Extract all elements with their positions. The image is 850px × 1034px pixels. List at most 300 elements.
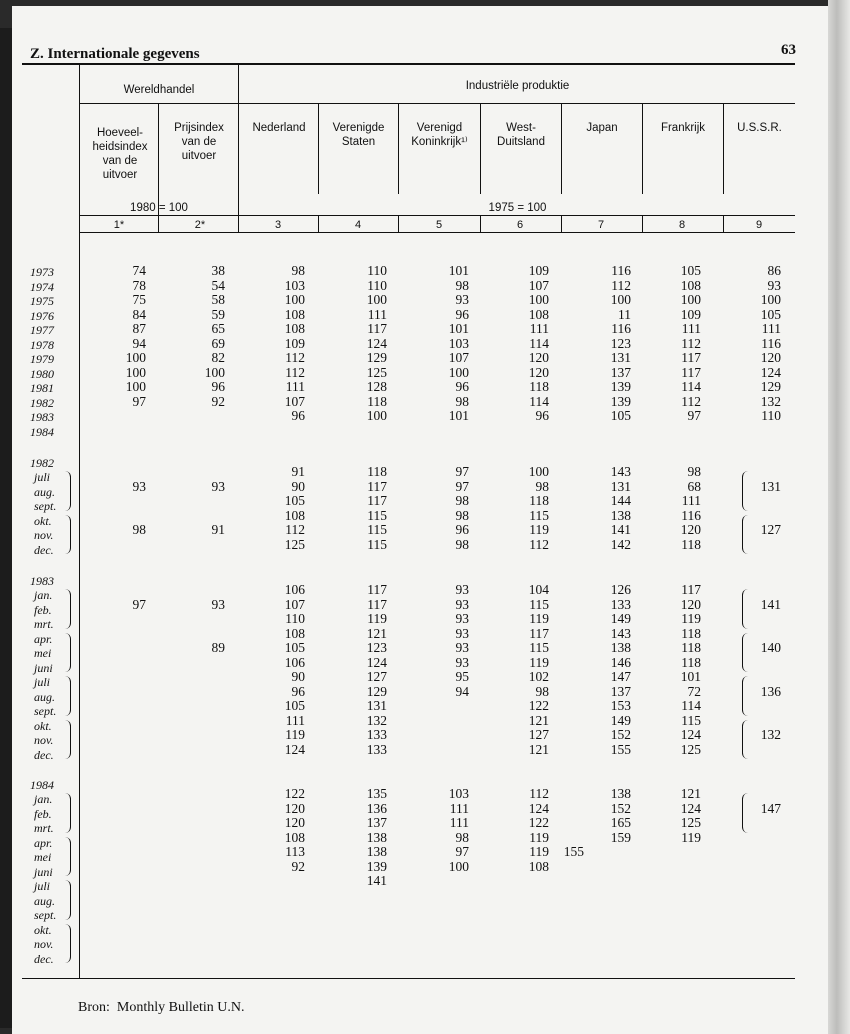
table-cell: 101 (448, 321, 469, 336)
table-cell: 115 (367, 507, 387, 523)
month-label: dec. (34, 951, 54, 966)
table-cell: 119 (681, 611, 701, 626)
brace-mark (64, 471, 71, 511)
table-cell: 139 (610, 393, 631, 409)
table-cell: 124 (680, 727, 701, 742)
table-cell: 120 (680, 596, 701, 612)
table-cell: 91 (211, 522, 225, 537)
table-cell: 137 (610, 364, 631, 380)
col-divider (480, 104, 481, 194)
table-cell: 92 (291, 858, 305, 874)
table-cell: 131 (366, 698, 387, 713)
table-cell: 105 (284, 640, 305, 655)
table-cell: 152 (610, 727, 631, 742)
table-cell: 110 (761, 408, 781, 423)
table-cell: 103 (448, 786, 469, 801)
table-cell: 97 (132, 596, 146, 612)
col-num-1: 1* (113, 219, 125, 231)
table-cell: 132 (760, 393, 781, 409)
year-label: 1976 (30, 308, 54, 323)
table-cell: 90 (291, 478, 305, 494)
year-label: 1973 (30, 265, 54, 279)
col-num-7: 7 (597, 219, 605, 231)
table-cell: 132 (366, 712, 387, 728)
brace-mark (742, 515, 749, 555)
table-cell: 117 (367, 478, 387, 494)
table-cell: 117 (681, 582, 701, 597)
brace-mark (64, 880, 71, 920)
month-label: nov. (34, 528, 54, 542)
table-cell: 100 (448, 858, 469, 874)
table-cell: 93 (455, 582, 469, 597)
table-cell: 68 (687, 478, 701, 494)
table-cell: 111 (529, 321, 549, 336)
table-cell: 138 (366, 844, 387, 859)
month-label: jan. (34, 588, 53, 602)
section-title: Z. Internationale gegevens (30, 46, 200, 62)
brace-mark (64, 589, 71, 629)
table-cell: 133 (610, 596, 631, 612)
table-cell: 54 (211, 277, 225, 293)
table-cell: 125 (284, 536, 305, 552)
table-cell: 100 (125, 364, 146, 380)
table-cell: 136 (366, 800, 387, 816)
table-cell: 121 (680, 786, 701, 801)
table-cell: 138 (610, 640, 631, 655)
table-cell: 97 (455, 464, 469, 479)
table-cell: 119 (681, 829, 701, 845)
table-cell: 143 (610, 625, 631, 641)
table-cell: 120 (680, 522, 701, 537)
table-cell: 108 (680, 277, 701, 293)
table-cell: 122 (284, 786, 305, 801)
month-label: juni (34, 660, 53, 675)
table-cell: 111 (681, 321, 701, 336)
table-cell: 128 (366, 379, 387, 394)
table-cell: 138 (610, 786, 631, 801)
month-label: aug. (34, 689, 55, 704)
year-label: 1983 (30, 574, 54, 588)
table-cell: 105 (760, 306, 781, 322)
brace-mark (742, 471, 749, 511)
table-cell: 109 (528, 263, 549, 278)
table-cell: 116 (761, 335, 781, 351)
col-divider (723, 104, 724, 194)
table-cell: 118 (681, 536, 701, 552)
table-cell: 69 (211, 335, 225, 351)
table-cell: 91 (291, 464, 305, 479)
month-label: nov. (34, 937, 54, 951)
table-cell: 112 (611, 277, 631, 293)
table-cell: 138 (610, 507, 631, 523)
table-cell: 105 (284, 698, 305, 713)
page-number: 63 (781, 42, 796, 58)
table-cell: 159 (610, 829, 631, 845)
table-cell: 139 (366, 858, 387, 874)
table-cell: 100 (448, 364, 469, 380)
month-label: sept. (34, 908, 57, 922)
table-cell: 137 (610, 683, 631, 699)
month-label: okt. (34, 718, 52, 733)
brace-mark (742, 633, 749, 673)
table-cell: 117 (367, 582, 387, 597)
table-cell: 123 (366, 640, 387, 655)
table-cell: 111 (285, 712, 305, 728)
table-cell: 100 (760, 292, 781, 307)
table-cell: 59 (211, 306, 225, 322)
base-rule (80, 215, 795, 216)
brace-mark (64, 720, 71, 760)
table-cell: 117 (681, 364, 701, 380)
table-cell: 100 (204, 364, 225, 380)
table-cell: 82 (211, 350, 225, 365)
month-label: okt. (34, 513, 52, 528)
table-cell: 98 (687, 464, 701, 479)
table-cell: 149 (610, 712, 631, 728)
table-cell: 125 (680, 815, 701, 830)
table-cell: 114 (529, 393, 549, 409)
table-cell: 11 (618, 306, 631, 322)
col-divider (642, 104, 643, 194)
brace-mark (64, 633, 71, 673)
table-cell: 121 (528, 741, 549, 757)
table-cell: 129 (366, 683, 387, 699)
table-cell: 120 (528, 364, 549, 380)
table-cell: 118 (529, 379, 549, 394)
table-cell: 136 (760, 683, 781, 699)
table-cell: 114 (681, 379, 701, 394)
table-cell: 120 (760, 350, 781, 365)
table-cell: 93 (132, 478, 146, 494)
table-cell: 127 (528, 727, 549, 742)
month-label: dec. (34, 542, 54, 557)
col-divider (318, 104, 319, 194)
table-cell: 121 (528, 712, 549, 728)
table-cell: 78 (132, 277, 146, 293)
table-cell: 86 (767, 263, 781, 278)
table-cell: 96 (211, 379, 225, 394)
table-cell: 119 (529, 654, 549, 670)
table-cell: 112 (529, 786, 549, 801)
table-cell: 106 (284, 654, 305, 670)
table-cell: 95 (455, 669, 469, 684)
table-cell: 110 (285, 611, 305, 626)
table-cell: 124 (284, 741, 305, 757)
brace-mark (64, 515, 71, 555)
table-cell: 104 (528, 582, 549, 597)
table-cell: 93 (455, 625, 469, 641)
header-rule (80, 232, 795, 233)
brace-mark (742, 793, 749, 833)
table-cell: 107 (284, 596, 305, 612)
month-label: apr. (34, 631, 53, 646)
month-label: apr. (34, 835, 53, 850)
year-label: 1983 (30, 410, 54, 424)
table-cell: 108 (284, 507, 305, 523)
year-label: 1980 (30, 366, 54, 381)
table-cell: 119 (529, 844, 549, 859)
table-cell: 131 (610, 350, 631, 365)
table-cell: 74 (132, 263, 146, 278)
table-cell: 112 (285, 364, 305, 380)
source-text: Monthly Bulletin U.N. (116, 1000, 245, 1015)
brace-mark (64, 837, 71, 877)
table-cell: 117 (529, 625, 549, 641)
table-cell: 101 (448, 263, 469, 278)
col-divider (561, 104, 562, 194)
month-label: juli (34, 675, 51, 689)
month-label: feb. (34, 602, 52, 617)
bottom-rule (22, 978, 795, 979)
col-divider (318, 216, 319, 232)
table-cell: 111 (285, 379, 305, 394)
table-cell: 155 (610, 741, 631, 757)
top-rule (22, 63, 795, 65)
table-cell: 119 (285, 727, 305, 742)
month-label: jan. (34, 792, 53, 806)
table-cell: 120 (284, 800, 305, 816)
col-header-8: Frankrijk (660, 122, 706, 134)
table-cell: 111 (761, 321, 781, 336)
brace-mark (64, 793, 71, 833)
table-cell: 100 (284, 292, 305, 307)
table-cell: 127 (760, 522, 781, 537)
table-cell: 116 (611, 263, 631, 278)
table-cell: 96 (291, 408, 305, 423)
year-label: 1984 (30, 778, 54, 792)
table-cell: 97 (687, 408, 701, 423)
brace-mark (742, 676, 749, 716)
table-cell: 120 (528, 350, 549, 365)
table-cell: 117 (367, 493, 387, 508)
group-rule (80, 103, 795, 104)
table-cell: 96 (535, 408, 549, 423)
table-cell: 93 (211, 478, 225, 494)
table-cell: 98 (455, 829, 469, 845)
table-cell: 98 (291, 263, 305, 278)
table-cell: 139 (610, 379, 631, 394)
col-num-8: 8 (678, 219, 686, 231)
col-divider (398, 104, 399, 194)
col-header-2: Prijsindex van de uitvoer (174, 122, 224, 162)
table-cell: 140 (760, 640, 781, 655)
table-cell: 102 (528, 669, 549, 684)
month-label: aug. (34, 893, 55, 908)
table-cell: 65 (211, 321, 225, 336)
col-num-3: 3 (274, 219, 282, 231)
year-label: 1979 (30, 352, 54, 366)
table-cell: 124 (366, 335, 387, 351)
table-cell: 100 (125, 350, 146, 365)
table-cell: 101 (680, 669, 701, 684)
table-cell: 100 (366, 408, 387, 423)
table-cell: 98 (455, 507, 469, 523)
month-label: dec. (34, 747, 54, 762)
year-label: 1978 (30, 337, 54, 352)
table-cell: 137 (366, 815, 387, 830)
table-cell: 87 (132, 321, 146, 336)
table-cell: 93 (455, 292, 469, 307)
table-cell: 108 (284, 625, 305, 641)
table-cell: 105 (680, 263, 701, 278)
table-cell: 72 (687, 683, 701, 699)
table-cell: 141 (610, 522, 631, 537)
table-cell: 131 (610, 478, 631, 494)
table-cell: 126 (610, 582, 631, 597)
col-header-9: U.S.S.R. (737, 122, 782, 134)
table-cell: 111 (681, 493, 701, 508)
table-cell: 115 (529, 640, 549, 655)
table-cell: 97 (132, 393, 146, 409)
table-cell: 97 (455, 478, 469, 494)
table-cell: 142 (610, 536, 631, 552)
col-divider (723, 216, 724, 232)
table-cell: 114 (681, 698, 701, 713)
table-cell: 114 (529, 335, 549, 351)
month-label: juli (34, 470, 51, 484)
table-cell: 117 (367, 321, 387, 336)
table-cell: 98 (535, 478, 549, 494)
brace-mark (64, 676, 71, 716)
month-label: sept. (34, 704, 57, 718)
table-cell: 111 (449, 815, 469, 830)
year-label: 1974 (30, 279, 54, 294)
table-cell: 107 (284, 393, 305, 409)
table-cell: 98 (535, 683, 549, 699)
table-cell: 98 (132, 522, 146, 537)
table-cell: 113 (285, 844, 305, 859)
month-label: mei (34, 850, 52, 864)
table-cell: 122 (528, 815, 549, 830)
month-label: okt. (34, 922, 52, 937)
table-cell: 119 (529, 611, 549, 626)
table-cell: 127 (366, 669, 387, 684)
table-cell: 110 (367, 263, 387, 278)
table-cell: 147 (610, 669, 631, 684)
month-label: juli (34, 879, 51, 893)
table-cell: 96 (455, 379, 469, 394)
table-cell: 112 (285, 522, 305, 537)
year-label: 1982 (30, 456, 54, 470)
table-cell: 115 (681, 712, 701, 728)
table-cell: 108 (284, 306, 305, 322)
table-cell: 124 (366, 654, 387, 670)
col-divider (398, 216, 399, 232)
table-cell: 100 (680, 292, 701, 307)
table-cell: 117 (367, 596, 387, 612)
table-cell: 118 (367, 464, 387, 479)
table-cell: 93 (767, 277, 781, 293)
table-cell: 98 (455, 277, 469, 293)
table-cell: 105 (284, 493, 305, 508)
col-num-9: 9 (755, 219, 763, 231)
col-num-6: 6 (516, 219, 524, 231)
table-cell: 108 (528, 306, 549, 322)
table-cell: 131 (760, 478, 781, 494)
table-cell: 105 (610, 408, 631, 423)
table-cell: 119 (529, 829, 549, 845)
source-label: Bron: (78, 1000, 110, 1015)
table-cell: 108 (528, 858, 549, 874)
table-cell: 108 (284, 829, 305, 845)
col-header-3: Nederland (252, 122, 306, 134)
year-label: 1982 (30, 395, 54, 410)
table-cell: 149 (610, 611, 631, 626)
col-num-2: 2* (194, 219, 206, 231)
table-cell: 118 (681, 640, 701, 655)
table-cell: 146 (610, 654, 631, 670)
table-cell: 111 (449, 800, 469, 816)
table-cell: 90 (291, 669, 305, 684)
table-cell: 135 (366, 786, 387, 801)
table-cell: 133 (366, 741, 387, 757)
table-cell: 125 (680, 741, 701, 757)
table-cell: 120 (284, 815, 305, 830)
group-header-world-trade: Wereldhandel (123, 84, 195, 96)
col-header-6: West- Duitsland (497, 122, 545, 148)
table-cell: 132 (760, 727, 781, 742)
table-cell: 123 (610, 335, 631, 351)
table-cell: 141 (760, 596, 781, 612)
table-cell: 143 (610, 464, 631, 479)
table-cell: 111 (367, 306, 387, 322)
table-cell: 129 (760, 379, 781, 394)
table-cell: 100 (125, 379, 146, 394)
table-cell: 94 (455, 683, 469, 699)
table-cell: 103 (284, 277, 305, 293)
table-cell: 115 (529, 507, 549, 523)
table-cell: 89 (211, 640, 225, 655)
table-cell: 97 (455, 844, 469, 859)
base-world-trade: 1980 = 100 (130, 202, 188, 214)
table-cell: 93 (455, 611, 469, 626)
month-label: nov. (34, 733, 54, 747)
table-cell: 110 (367, 277, 387, 293)
year-label: 1975 (30, 294, 54, 308)
table-cell: 125 (366, 364, 387, 380)
table-cell: 115 (529, 596, 549, 612)
table-cell: 107 (448, 350, 469, 365)
table-cell: 112 (529, 536, 549, 552)
table-cell: 116 (681, 507, 701, 523)
table-cell: 93 (455, 654, 469, 670)
table-cell: 124 (680, 800, 701, 816)
brace-mark (64, 924, 71, 964)
month-label: feb. (34, 806, 52, 821)
table-cell: 58 (211, 292, 225, 307)
table-cell: 108 (284, 321, 305, 336)
table-cell: 100 (610, 292, 631, 307)
table-cell: 119 (367, 611, 387, 626)
table-cell: 115 (367, 536, 387, 552)
table-cell: 118 (529, 493, 549, 508)
table-cell: 117 (681, 350, 701, 365)
table-cell: 96 (291, 683, 305, 699)
table-cell: 155 (563, 844, 584, 859)
month-label: mrt. (34, 617, 54, 631)
col-num-4: 4 (354, 219, 362, 231)
table-cell: 109 (284, 335, 305, 351)
month-label: mrt. (34, 821, 54, 835)
col-header-7: Japan (586, 122, 618, 134)
group-divider (238, 64, 239, 232)
table-cell: 93 (211, 596, 225, 612)
table-cell: 112 (681, 393, 701, 409)
table-cell: 106 (284, 582, 305, 597)
table-cell: 152 (610, 800, 631, 816)
table-cell: 93 (455, 596, 469, 612)
col-num-5: 5 (435, 219, 443, 231)
